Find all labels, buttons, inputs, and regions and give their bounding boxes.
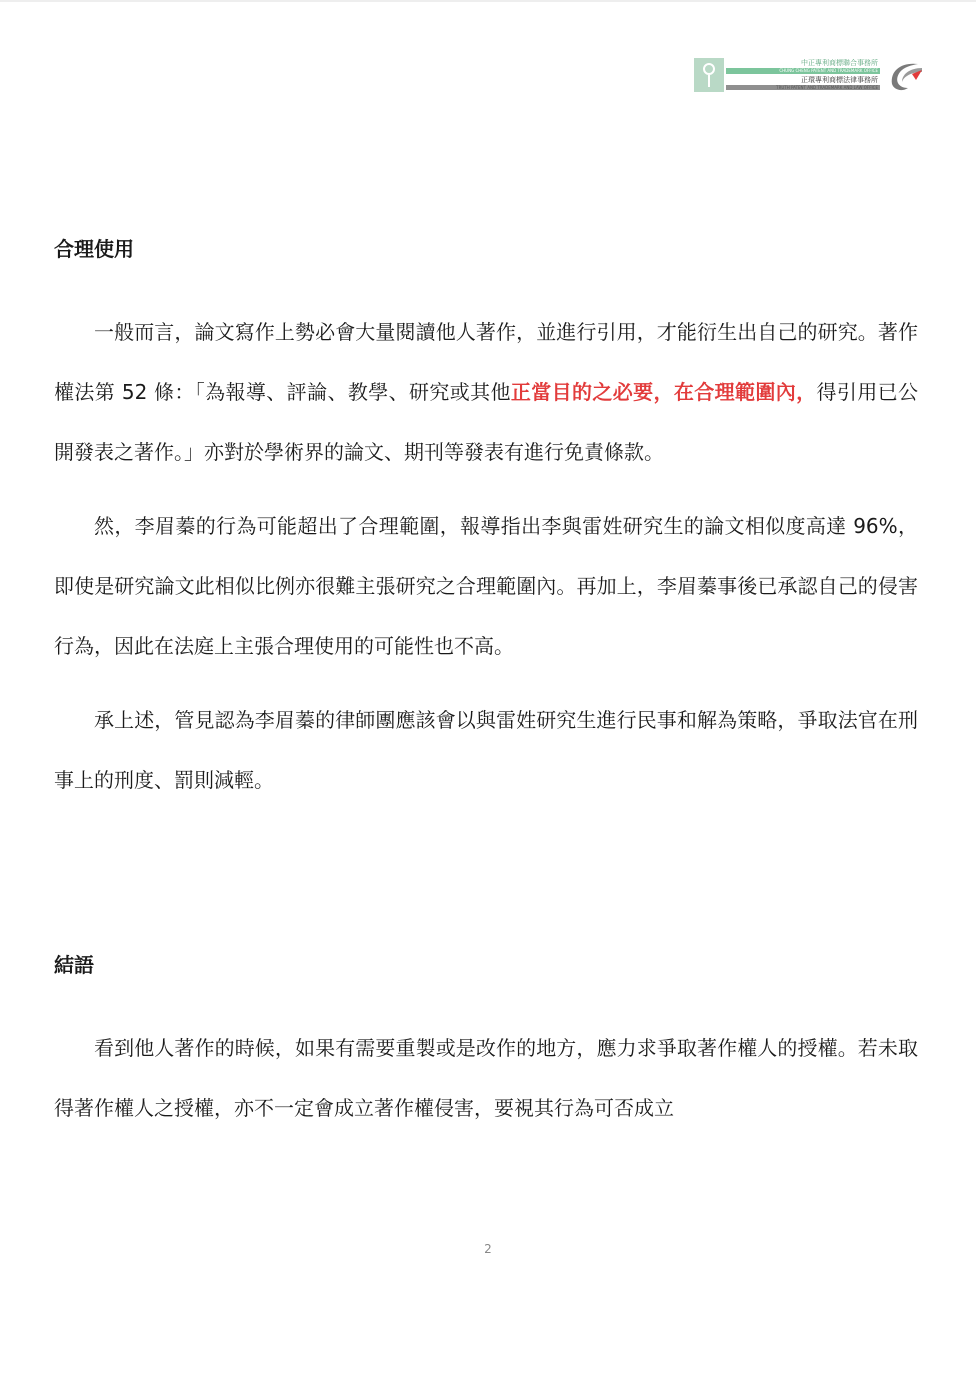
logo-line-1: 中正專利商標聯合事務所 [801, 59, 878, 67]
page-number: 2 [484, 1242, 492, 1256]
logo-mark-icon [694, 58, 724, 92]
paragraph-strategy: 承上述，管見認為李眉蓁的律師團應該會以與雷姓研究生進行民事和解為策略，爭取法官在刑事上的刑度、罰則減輕。 [54, 708, 918, 792]
firm-logo [694, 58, 924, 94]
section-title-conclusion: 結語 [54, 953, 94, 977]
paragraph-text: 得引用已公開發表之著作。」亦對於學術界的論文、期刊等發表有進行免責條款。 [54, 380, 919, 464]
logo-line-3: 正環專利商標法律事務所 [801, 76, 878, 84]
paragraph-conclusion: 看到他人著作的時候，如果有需要重製或是改作的地方，應力求爭取著作權人的授權。若未取得著作權人之授權，亦不一定會成立著作權侵害，要視其行為可否成立 [54, 1036, 918, 1120]
emphasis-text: 正當目的之必要，在合理範圍內， [510, 380, 817, 404]
logo-line-2: CHUNG CHENG PATENT AND TRADEMARK OFFICE [779, 68, 878, 73]
paragraph-text: 一般而言，論文寫作上勢必會大量閱讀他人著作，並進行引用，才能衍生出自己的研究。著作權法第 52 條：「為報導、評論、教學、研究或其他 [54, 320, 918, 404]
section-title-fair-use: 合理使用 [54, 237, 134, 261]
top-border [0, 0, 976, 2]
logo-swoosh-icon [884, 58, 924, 94]
paragraph-similarity: 然，李眉蓁的行為可能超出了合理範圍，報導指出李與雷姓研究生的論文相似度高達 96%，即使是研究論文此相似比例亦很難主張研究之合理範圍內。再加上，李眉蓁事後已承認自己的侵害行為，因此在法庭上主張合理使用的可能性也不高。 [54, 514, 918, 658]
paragraph-fair-use-intro [54, 302, 918, 482]
page-body [54, 220, 918, 1152]
logo-wordmark [726, 58, 880, 92]
logo-line-4: TRUTH PATENT AND TRADEMARK AND LAW OFFICE [776, 85, 878, 90]
